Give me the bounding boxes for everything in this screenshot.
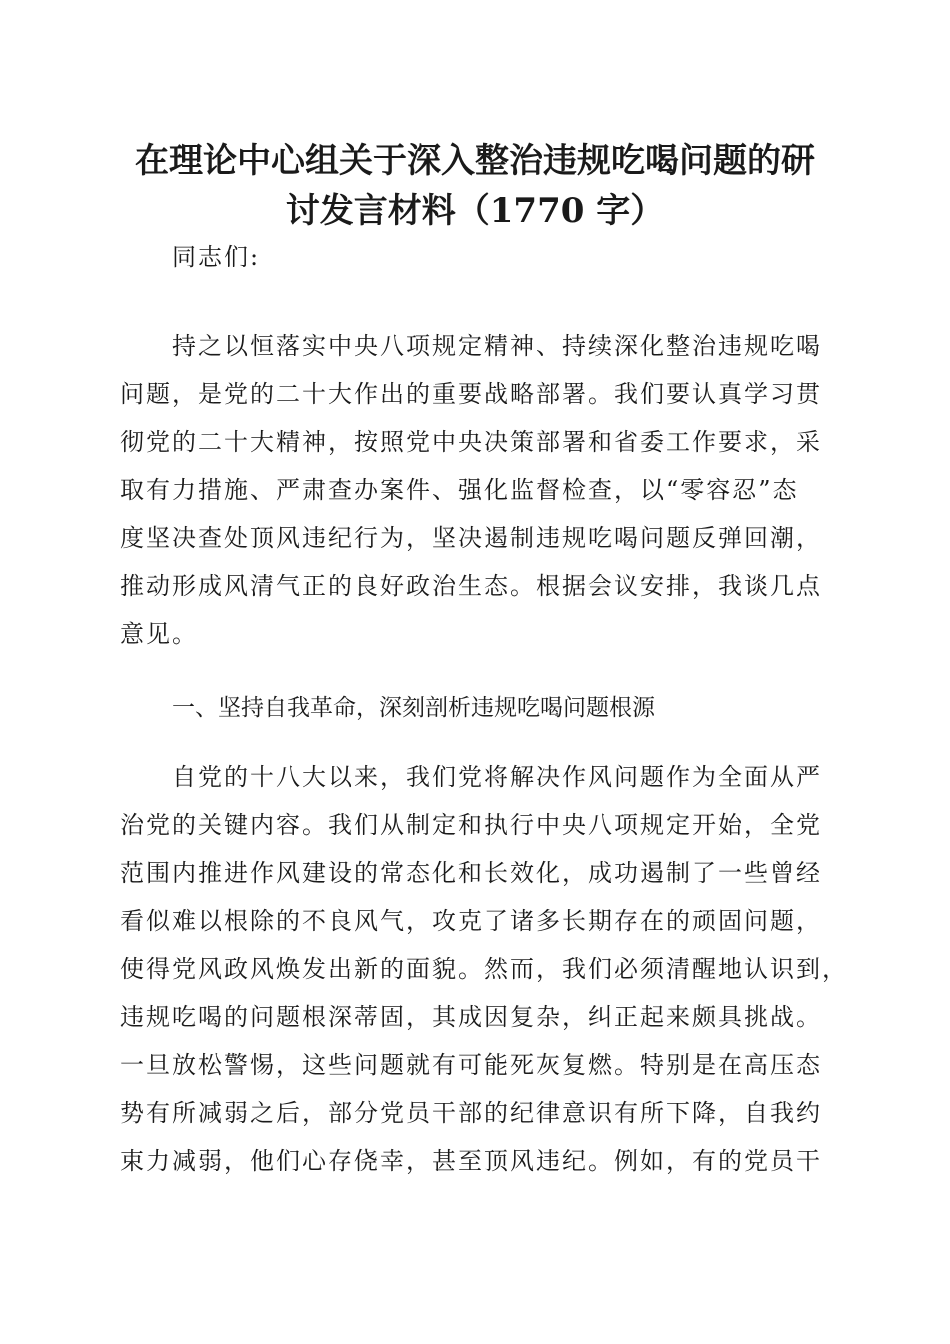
paragraph-line: 意见。 bbox=[120, 620, 198, 648]
paragraph-line: 范围内推进作风建设的常态化和长效化，成功遏制了一些曾经 bbox=[120, 859, 822, 887]
paragraph-line: 度坚决查处顶风违纪行为，坚决遏制违规吃喝问题反弹回潮， bbox=[120, 524, 822, 552]
title-line: 讨发言材料（1770 字） bbox=[285, 191, 665, 231]
greeting bbox=[120, 233, 832, 281]
paragraph-line: 势有所减弱之后，部分党员干部的纪律意识有所下降，自我约 bbox=[120, 1099, 822, 1127]
paragraph-line: 使得党风政风焕发出新的面貌。然而，我们必须清醒地认识到， bbox=[120, 955, 848, 983]
paragraph-line: 一旦放松警惕，这些问题就有可能死灰复燃。特别是在高压态 bbox=[120, 1051, 822, 1079]
paragraph-line: 看似难以根除的不良风气，攻克了诸多长期存在的顽固问题， bbox=[120, 907, 822, 935]
paragraph-line: 治党的关键内容。我们从制定和执行中央八项规定开始，全党 bbox=[120, 811, 822, 839]
paragraph-line: 束力减弱，他们心存侥幸，甚至顶风违纪。例如，有的党员干 bbox=[120, 1147, 822, 1175]
paragraph-line: 取有力措施、严肃查办案件、强化监督检查，以“零容忍”态 bbox=[120, 476, 799, 504]
paragraph-line: 彻党的二十大精神，按照党中央决策部署和省委工作要求，采 bbox=[120, 428, 822, 456]
paragraph-intro bbox=[120, 322, 832, 658]
title-line: 在理论中心组关于深入整治违规吃喝问题的研 bbox=[135, 141, 815, 181]
greeting-text: 同志们: bbox=[172, 243, 261, 271]
document-title bbox=[100, 136, 850, 236]
paragraph-section1 bbox=[120, 753, 848, 1185]
paragraph-line: 自党的十八大以来，我们党将解决作风问题作为全面从严 bbox=[172, 763, 822, 791]
paragraph-line: 违规吃喝的问题根深蒂固，其成因复杂，纠正起来颇具挑战。 bbox=[120, 1003, 822, 1031]
paragraph-line: 持之以恒落实中央八项规定精神、持续深化整治违规吃喝 bbox=[172, 332, 822, 360]
paragraph-line: 推动形成风清气正的良好政治生态。根据会议安排，我谈几点 bbox=[120, 572, 822, 600]
section-heading-1: 一、坚持自我革命，深刻剖析违规吃喝问题根源 bbox=[172, 695, 655, 721]
paragraph-line: 问题，是党的二十大作出的重要战略部署。我们要认真学习贯 bbox=[120, 380, 822, 408]
